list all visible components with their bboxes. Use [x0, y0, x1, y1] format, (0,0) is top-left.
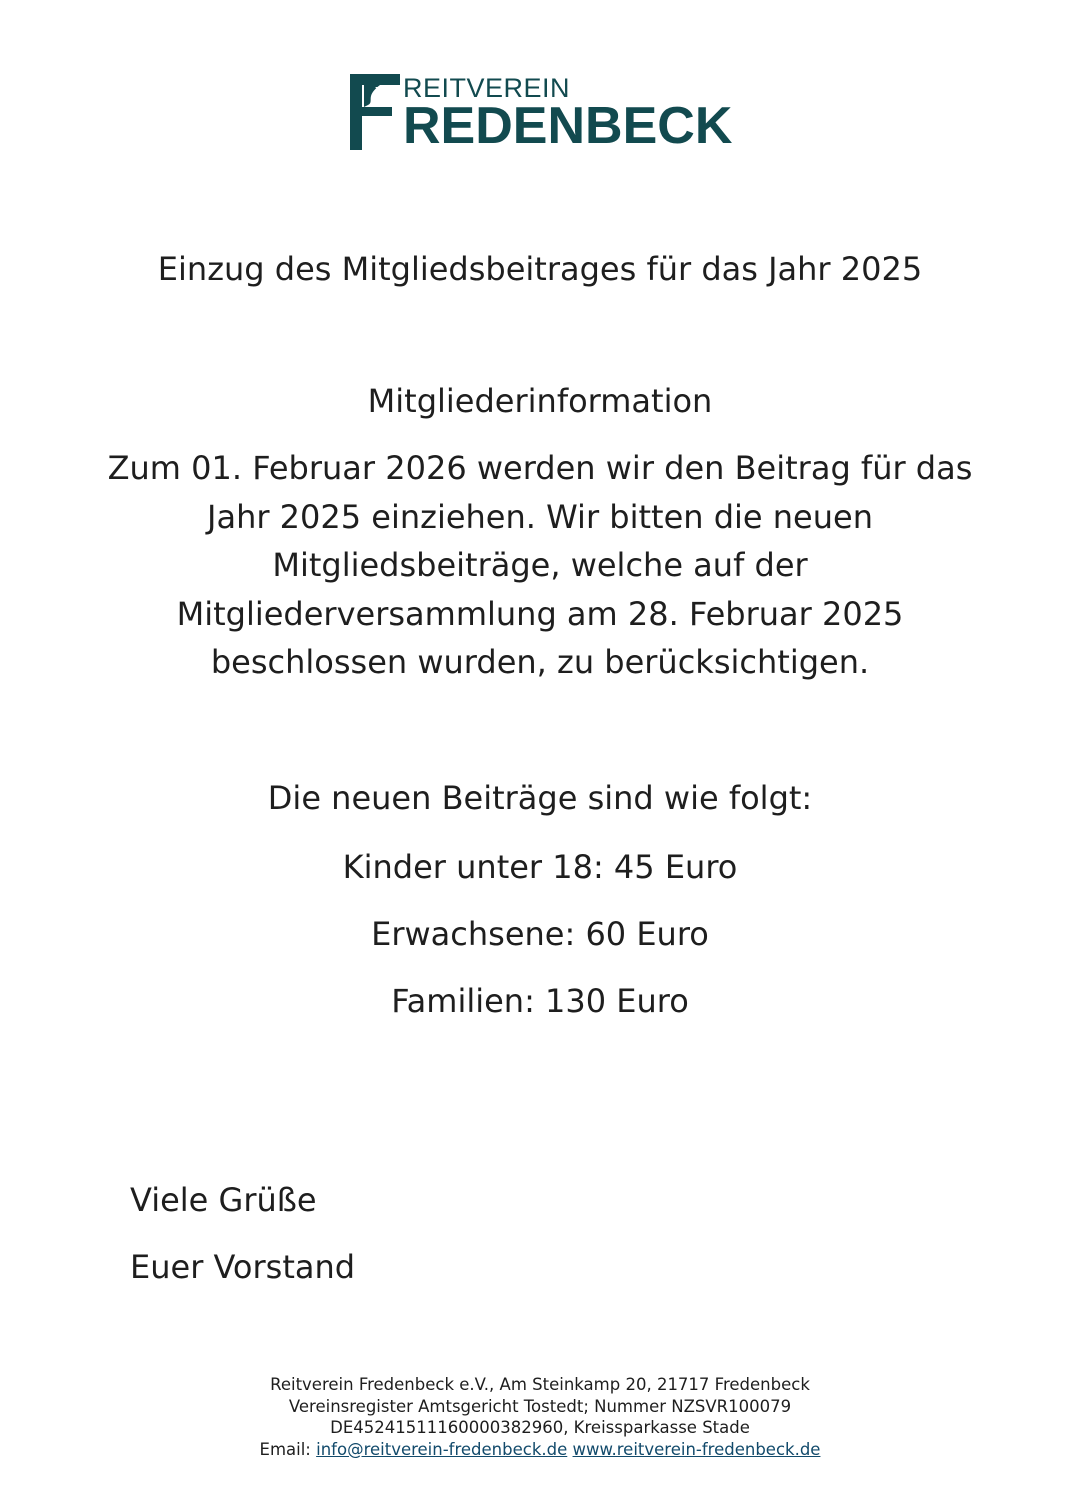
- fee-item-children: Kinder unter 18: 45 Euro: [342, 848, 738, 886]
- footer-bank: DE45241511160000382960, Kreissparkasse Stade: [330, 1418, 750, 1437]
- fee-list: [0, 845, 1080, 1046]
- section-heading: Mitgliederinformation: [367, 382, 713, 420]
- fee-item-families: Familien: 130 Euro: [391, 982, 689, 1020]
- footer: [0, 1374, 1080, 1460]
- closing-greeting: Viele Grüße: [130, 1181, 317, 1219]
- page-title: Einzug des Mitgliedsbeitrages für das Jahr 2025: [157, 250, 923, 288]
- closing-signature: Euer Vorstand: [130, 1248, 356, 1286]
- email-link[interactable]: info@reitverein-fredenbeck.de: [316, 1439, 568, 1459]
- footer-email-label: Email:: [259, 1439, 311, 1459]
- fee-item-adults: Erwachsene: 60 Euro: [371, 915, 709, 953]
- info-paragraph: Zum 01. Februar 2026 werden wir den Beitrag für das Jahr 2025 einziehen. Wir bitten die neuen Mitgliedsbeiträge, welche auf der Mitgliederversammlung am 28. Februar 2025 beschlossen wurden, zu berücksichtigen.: [107, 449, 973, 681]
- footer-address: Reitverein Fredenbeck e.V., Am Steinkamp 20, 21717 Fredenbeck: [270, 1375, 810, 1394]
- fees-intro: Die neuen Beiträge sind wie folgt:: [267, 779, 813, 817]
- logo-text-reitverein: REITVEREIN: [403, 73, 571, 103]
- club-logo: [350, 74, 770, 154]
- footer-contact: [0, 1439, 1080, 1461]
- footer-register: Vereinsregister Amtsgericht Tostedt; Nummer NZSVR100079: [288, 1396, 792, 1416]
- horse-f-logo-icon: [350, 74, 400, 150]
- logo-text-fredenbeck: REDENBECK: [403, 97, 733, 155]
- website-link[interactable]: www.reitverein-fredenbeck.de: [572, 1439, 821, 1459]
